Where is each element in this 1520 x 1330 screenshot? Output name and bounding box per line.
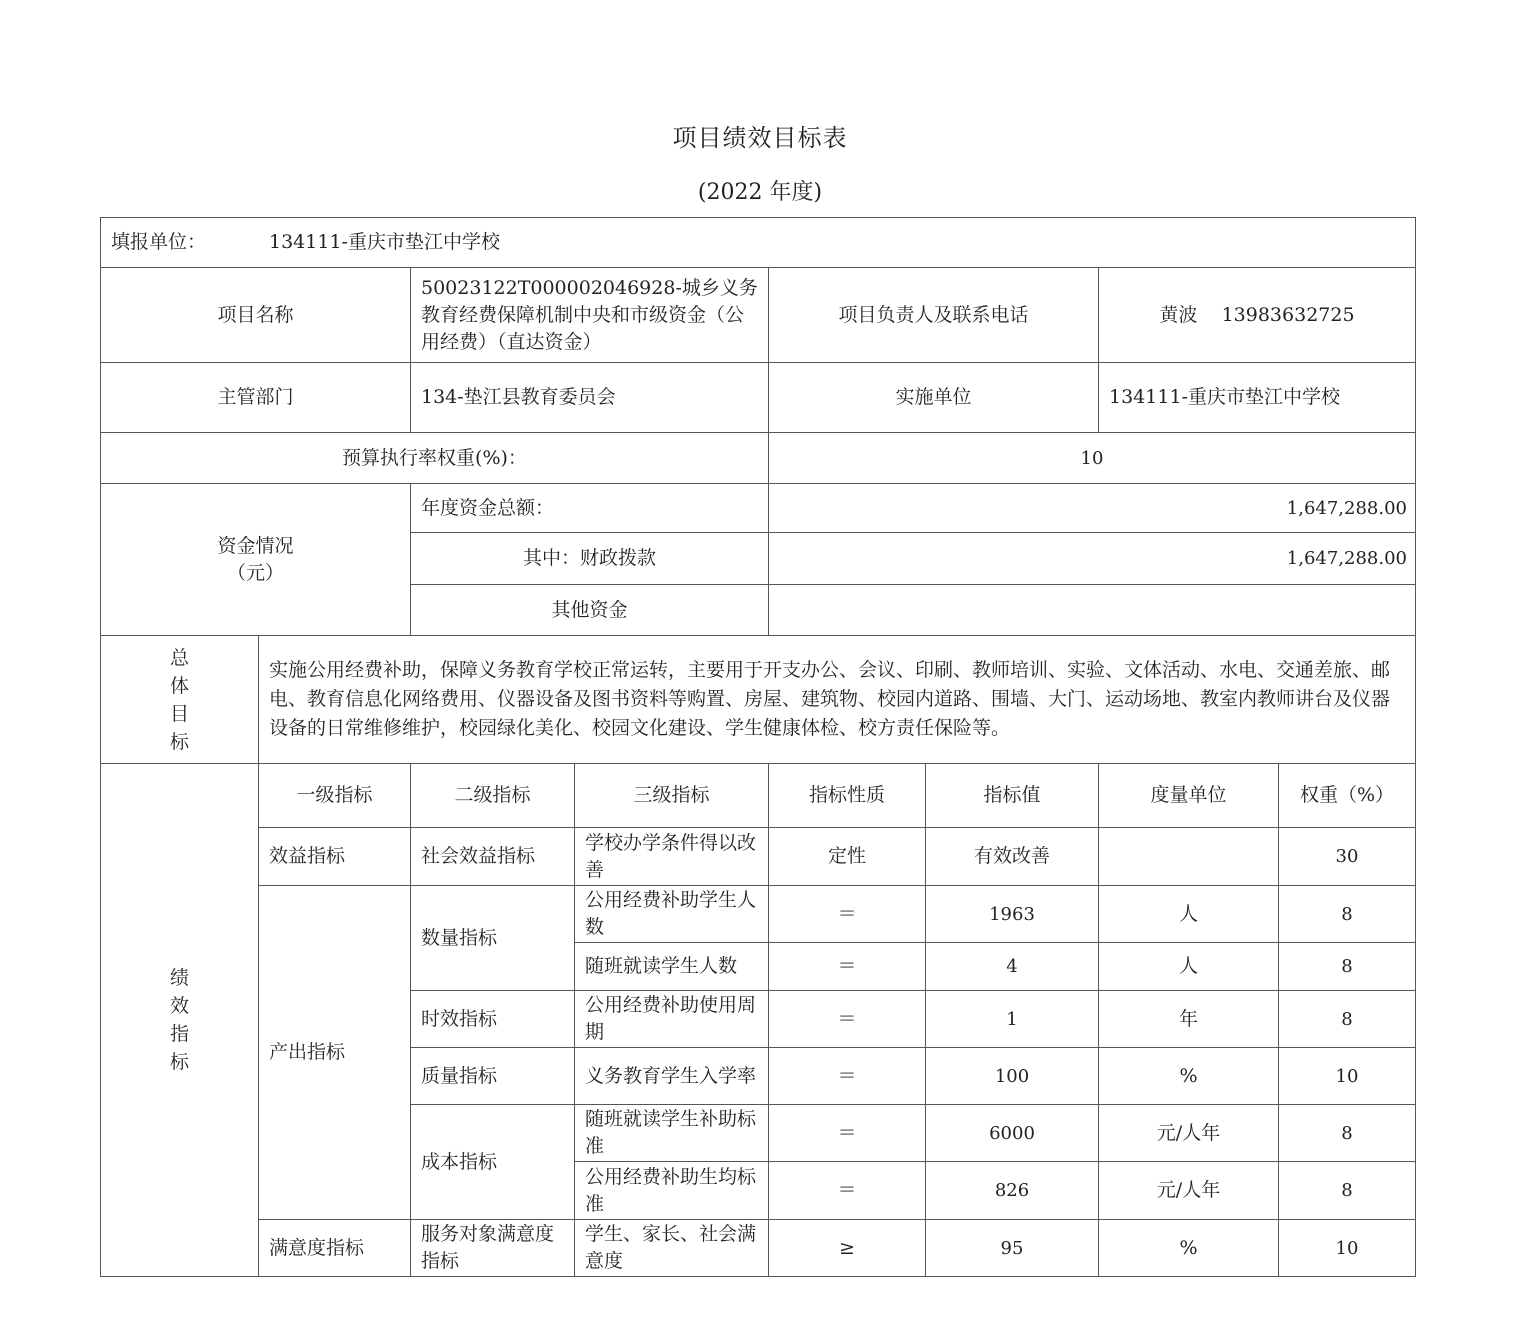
level2-cost: 成本指标	[410, 1104, 575, 1220]
indicators-label-char: 标	[169, 1051, 189, 1073]
row-value: 95	[925, 1219, 1099, 1277]
indicators-label	[100, 763, 259, 1277]
dept-label: 主管部门	[100, 362, 411, 433]
row-name: 随班就读学生人数	[574, 942, 769, 991]
row-name: 学生、家长、社会满意度	[574, 1219, 769, 1277]
funds-other-value	[768, 584, 1416, 636]
row-weight: 8	[1278, 942, 1416, 991]
row-nature: 定性	[768, 827, 926, 886]
row-name: 随班就读学生补助标准	[574, 1104, 769, 1162]
row-weight: 8	[1278, 1161, 1416, 1220]
goal-text: 实施公用经费补助，保障义务教育学校正常运转，主要用于开支办公、会议、印刷、教师培训、实验、文体活动、水电、交通差旅、邮电、教育信息化网络费用、仪器设备及图书资料等购置、房屋、建筑物、校园内道路、围墙、大门、运动场地、教室内教师讲台及仪器设备的日常维修维护，校园绿化美化、校园文化建设、学生健康体检、校方责任保险等。	[258, 635, 1416, 764]
header-level1: 一级指标	[258, 763, 411, 828]
project-name-label: 项目名称	[100, 267, 411, 363]
goal-label-char: 体	[169, 674, 189, 697]
project-name-value: 50023122T000002046928-城乡义务教育经费保障机制中央和市级资金（公用经费）（直达资金）	[410, 267, 769, 363]
goal-label-char: 目	[169, 702, 189, 725]
header-value: 指标值	[925, 763, 1099, 828]
row-name: 义务教育学生入学率	[574, 1047, 769, 1105]
funds-total-value: 1,647,288.00	[768, 483, 1416, 533]
row-unit: 元/人年	[1098, 1104, 1279, 1162]
goal-label-char: 标	[169, 730, 189, 753]
indicators-label-char: 绩	[169, 967, 189, 989]
row-value: 4	[925, 942, 1099, 991]
row-name: 公用经费补助使用周期	[574, 990, 769, 1048]
page-subtitle: (2022 年度)	[697, 180, 823, 205]
row-weight: 30	[1278, 827, 1416, 886]
funds-other-label: 其他资金	[410, 584, 769, 636]
header-level3: 三级指标	[574, 763, 769, 828]
goal-label-char: 总	[169, 646, 189, 669]
level1-satisfaction: 满意度指标	[258, 1219, 411, 1277]
row-unit	[1098, 827, 1279, 886]
funds-fiscal-label: 其中：财政拨款	[410, 532, 769, 585]
level2-social: 社会效益指标	[410, 827, 575, 886]
indicators-label-char: 效	[169, 995, 189, 1017]
row-unit: 年	[1098, 990, 1279, 1048]
row-weight: 8	[1278, 885, 1416, 943]
impl-value: 134111-重庆市垫江中学校	[1098, 362, 1416, 433]
funds-label	[100, 483, 411, 636]
indicators-label-char: 指	[169, 1023, 189, 1045]
row-nature: ＝	[768, 1047, 926, 1105]
dept-value: 134-垫江县教育委员会	[410, 362, 769, 433]
row-nature: ＝	[768, 990, 926, 1048]
reporting-unit-value: 134111-重庆市垫江中学校	[269, 231, 500, 253]
row-name: 公用经费补助学生人数	[574, 885, 769, 943]
row-nature: ＝	[768, 1161, 926, 1220]
header-weight: 权重（%）	[1278, 763, 1416, 828]
impl-label: 实施单位	[768, 362, 1099, 433]
reporting-unit-row	[100, 217, 1416, 268]
level2-quality: 质量指标	[410, 1047, 575, 1105]
level1-benefit: 效益指标	[258, 827, 411, 886]
funds-label-line1: 资金情况	[217, 534, 294, 557]
header-level2: 二级指标	[410, 763, 575, 828]
row-value: 1	[925, 990, 1099, 1048]
row-unit: 人	[1098, 885, 1279, 943]
row-weight: 8	[1278, 1104, 1416, 1162]
header-unit: 度量单位	[1098, 763, 1279, 828]
funds-label-line2: （元）	[226, 561, 284, 584]
level2-quantity: 数量指标	[410, 885, 575, 991]
row-unit: %	[1098, 1047, 1279, 1105]
row-unit: %	[1098, 1219, 1279, 1277]
row-weight: 10	[1278, 1219, 1416, 1277]
goal-label	[100, 635, 259, 764]
project-contact-label: 项目负责人及联系电话	[768, 267, 1099, 363]
row-nature: ≥	[768, 1219, 926, 1277]
row-nature: ＝	[768, 885, 926, 943]
page-title: 项目绩效目标表	[672, 124, 848, 152]
row-weight: 10	[1278, 1047, 1416, 1105]
row-value: 6000	[925, 1104, 1099, 1162]
row-nature: ＝	[768, 942, 926, 991]
budget-rate-value: 10	[768, 432, 1416, 484]
project-contact-value: 黄波 13983632725	[1098, 267, 1416, 363]
level1-output: 产出指标	[258, 885, 411, 1220]
row-value: 有效改善	[925, 827, 1099, 886]
reporting-unit-label: 填报单位：	[111, 231, 207, 253]
row-nature: ＝	[768, 1104, 926, 1162]
row-unit: 元/人年	[1098, 1161, 1279, 1220]
row-name: 公用经费补助生均标准	[574, 1161, 769, 1220]
level2-service: 服务对象满意度指标	[410, 1219, 575, 1277]
row-weight: 8	[1278, 990, 1416, 1048]
row-value: 100	[925, 1047, 1099, 1105]
row-name: 学校办学条件得以改善	[574, 827, 769, 886]
budget-rate-label: 预算执行率权重(%)：	[100, 432, 769, 484]
row-value: 1963	[925, 885, 1099, 943]
row-unit: 人	[1098, 942, 1279, 991]
header-nature: 指标性质	[768, 763, 926, 828]
funds-total-label: 年度资金总额：	[410, 483, 769, 533]
funds-fiscal-value: 1,647,288.00	[768, 532, 1416, 585]
row-value: 826	[925, 1161, 1099, 1220]
level2-time: 时效指标	[410, 990, 575, 1048]
